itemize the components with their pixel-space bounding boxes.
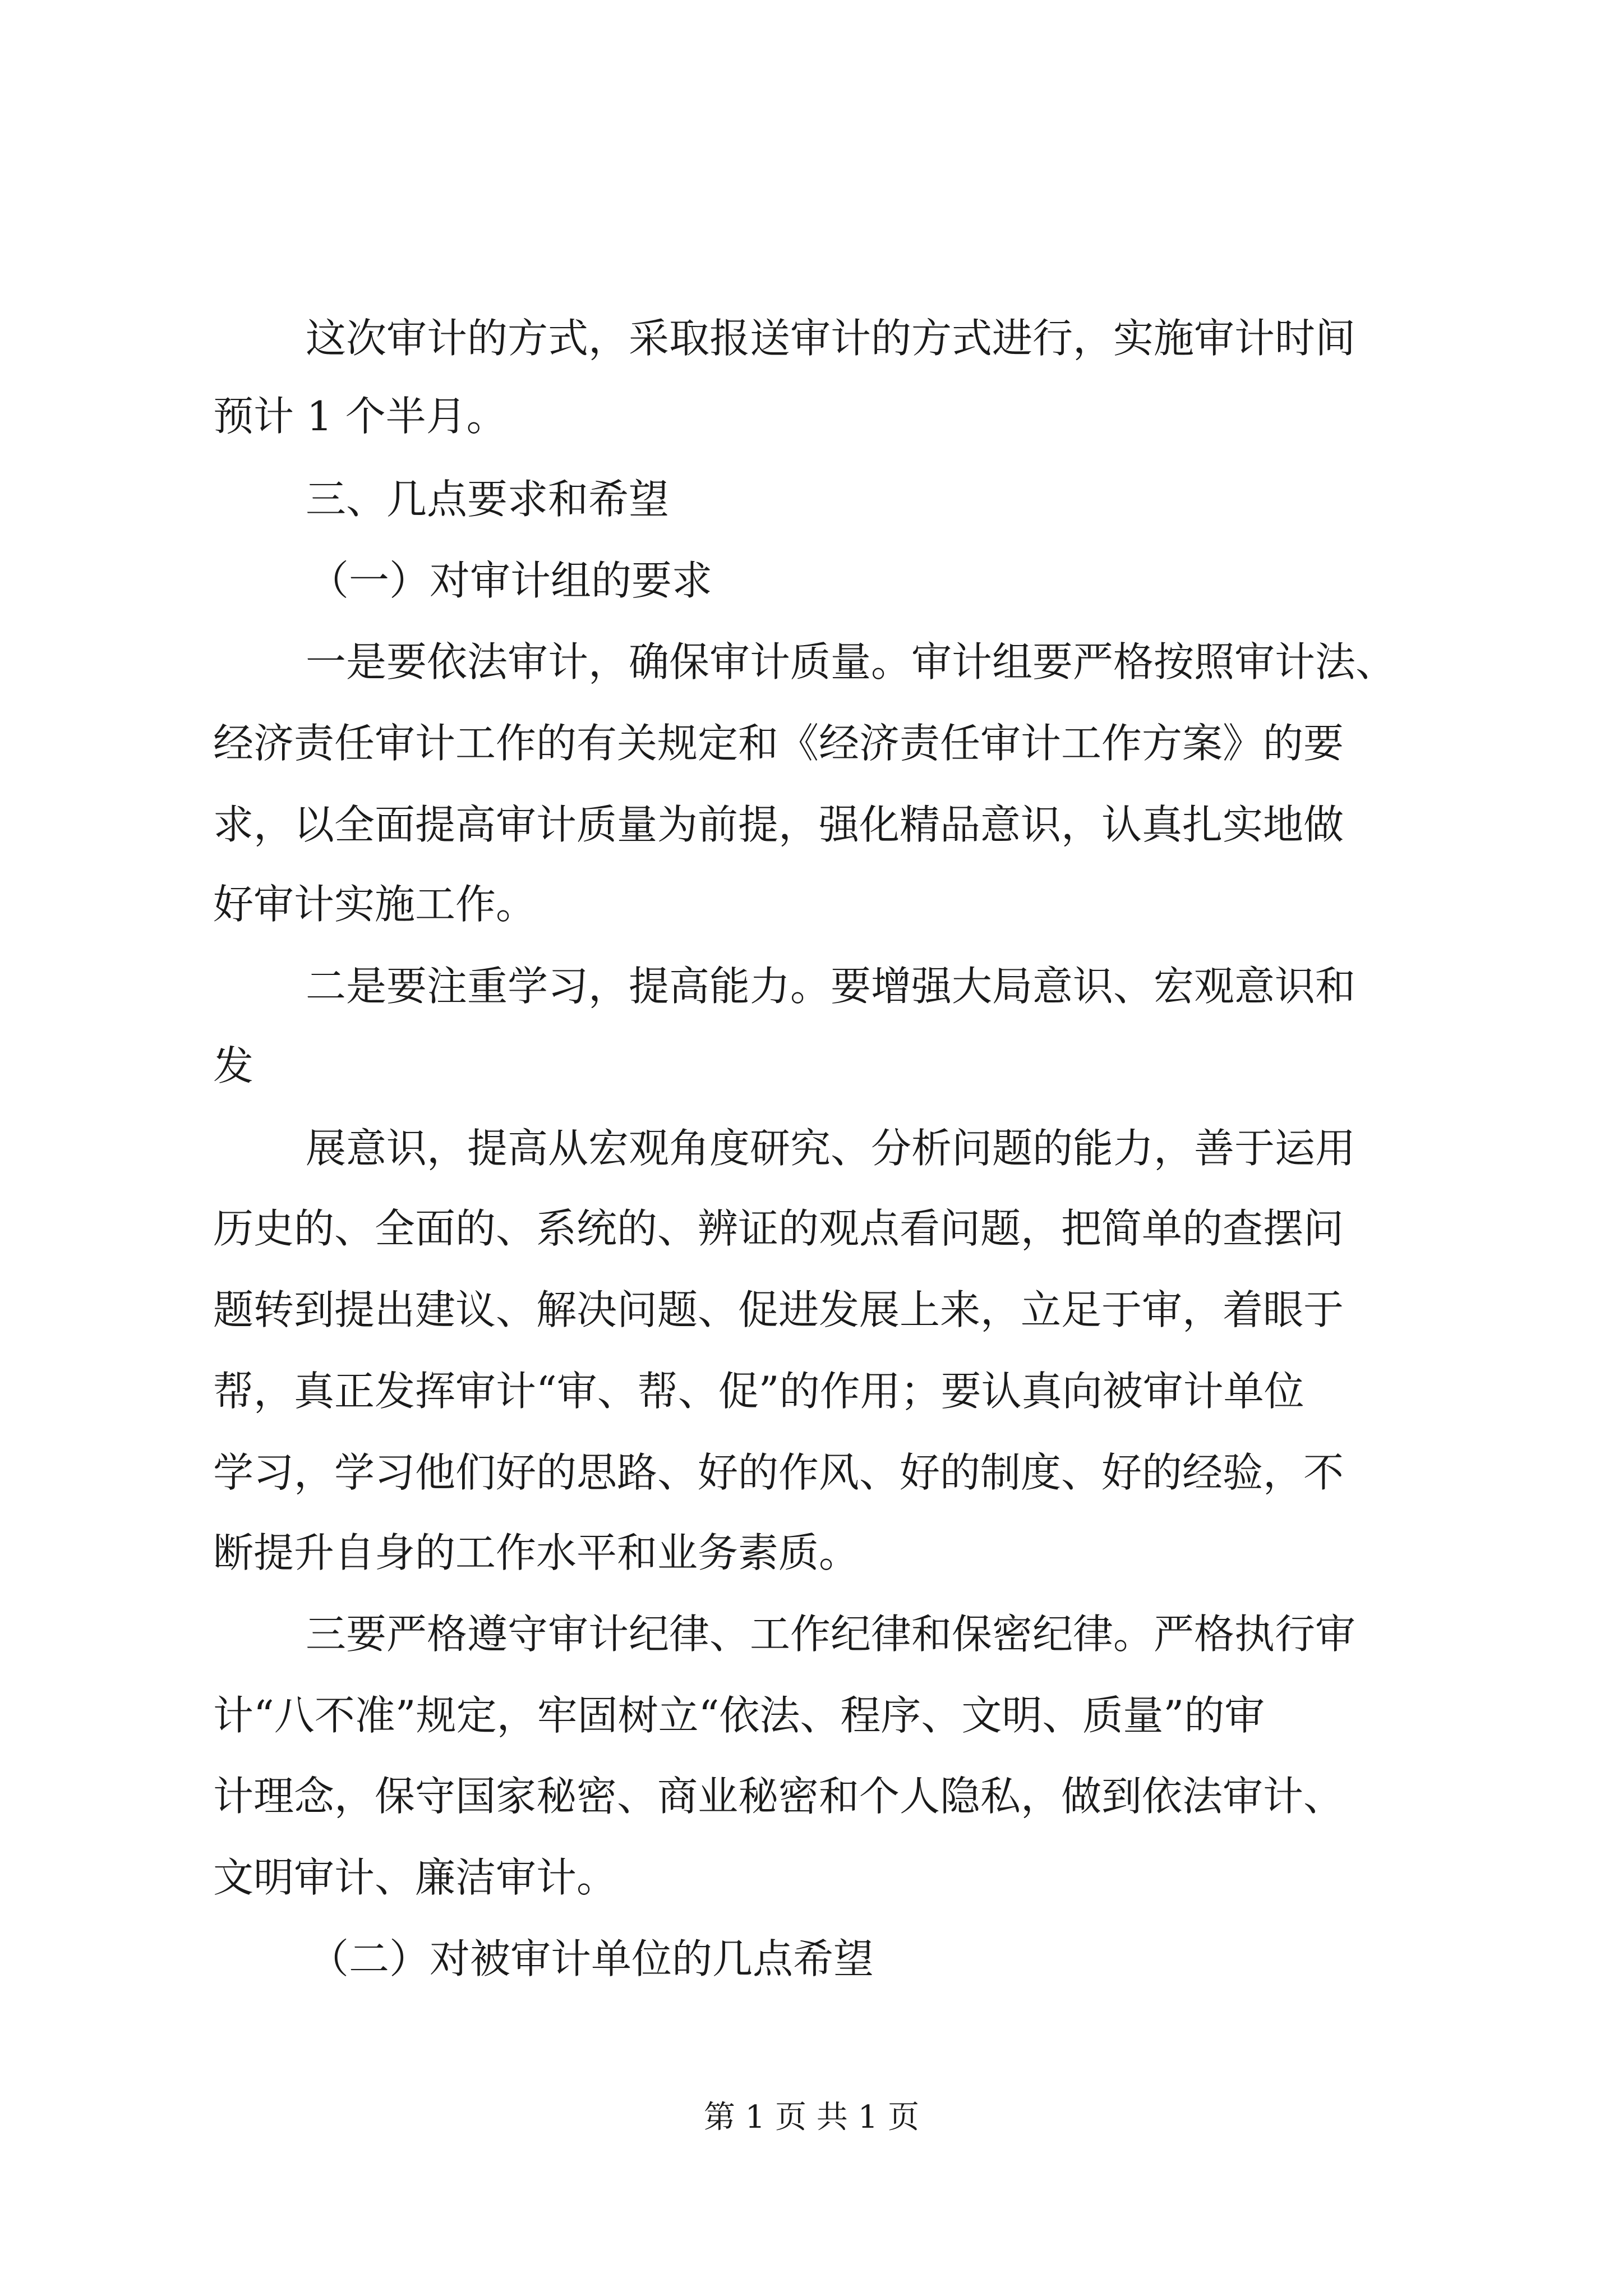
paragraph-line: 历史的、全面的、系统的、辨证的观点看问题，把简单的查摆问 <box>213 1205 1344 1252</box>
paragraph-line: 发 <box>213 1042 254 1089</box>
paragraph-line: 计理念，保守国家秘密、商业秘密和个人隐私，做到依法审计、 <box>213 1773 1344 1820</box>
page-number-label: 第 1 页 共 1 页 <box>703 2099 920 2136</box>
paragraph-line: 求，以全面提高审计质量为前提，强化精品意识，认真扎实地做 <box>213 801 1344 848</box>
paragraph-line: 好审计实施工作。 <box>213 881 537 928</box>
page-footer <box>0 2095 1623 2140</box>
paragraph-line: 三要严格遵守审计纪律、工作纪律和保密纪律。严格执行审 <box>306 1611 1356 1658</box>
paragraph-line: 这次审计的方式，采取报送审计的方式进行，实施审计时间 <box>306 315 1356 362</box>
paragraph-line: 学习，学习他们好的思路、好的作风、好的制度、好的经验，不 <box>213 1449 1344 1496</box>
paragraph-line: 计“八不准”规定，牢固树立“依法、程序、文明、质量”的审 <box>213 1692 1265 1739</box>
paragraph-line: 断提升自身的工作水平和业务素质。 <box>213 1529 860 1576</box>
paragraph-line: 二是要注重学习，提高能力。要增强大局意识、宏观意识和 <box>306 963 1356 1010</box>
paragraph-line: 文明审计、廉洁审计。 <box>213 1854 617 1901</box>
paragraph-line: 展意识，提高从宏观角度研究、分析问题的能力，善于运用 <box>306 1125 1356 1172</box>
subsection-heading: （二）对被审计单位的几点希望 <box>308 1935 874 1982</box>
subsection-heading: （一）对审计组的要求 <box>308 557 713 604</box>
paragraph-line: 经济责任审计工作的有关规定和《经济责任审计工作方案》的要 <box>213 720 1344 767</box>
paragraph-line: 一是要依法审计，确保审计质量。审计组要严格按照审计法、 <box>306 638 1396 685</box>
paragraph-line: 帮，真正发挥审计“审、帮、促”的作用；要认真向被审计单位 <box>213 1368 1304 1415</box>
paragraph-line: 预计 1 个半月。 <box>213 393 507 440</box>
paragraph-line: 题转到提出建议、解决问题、促进发展上来，立足于审，着眼于 <box>213 1286 1344 1333</box>
section-heading: 三、几点要求和希望 <box>306 476 670 523</box>
